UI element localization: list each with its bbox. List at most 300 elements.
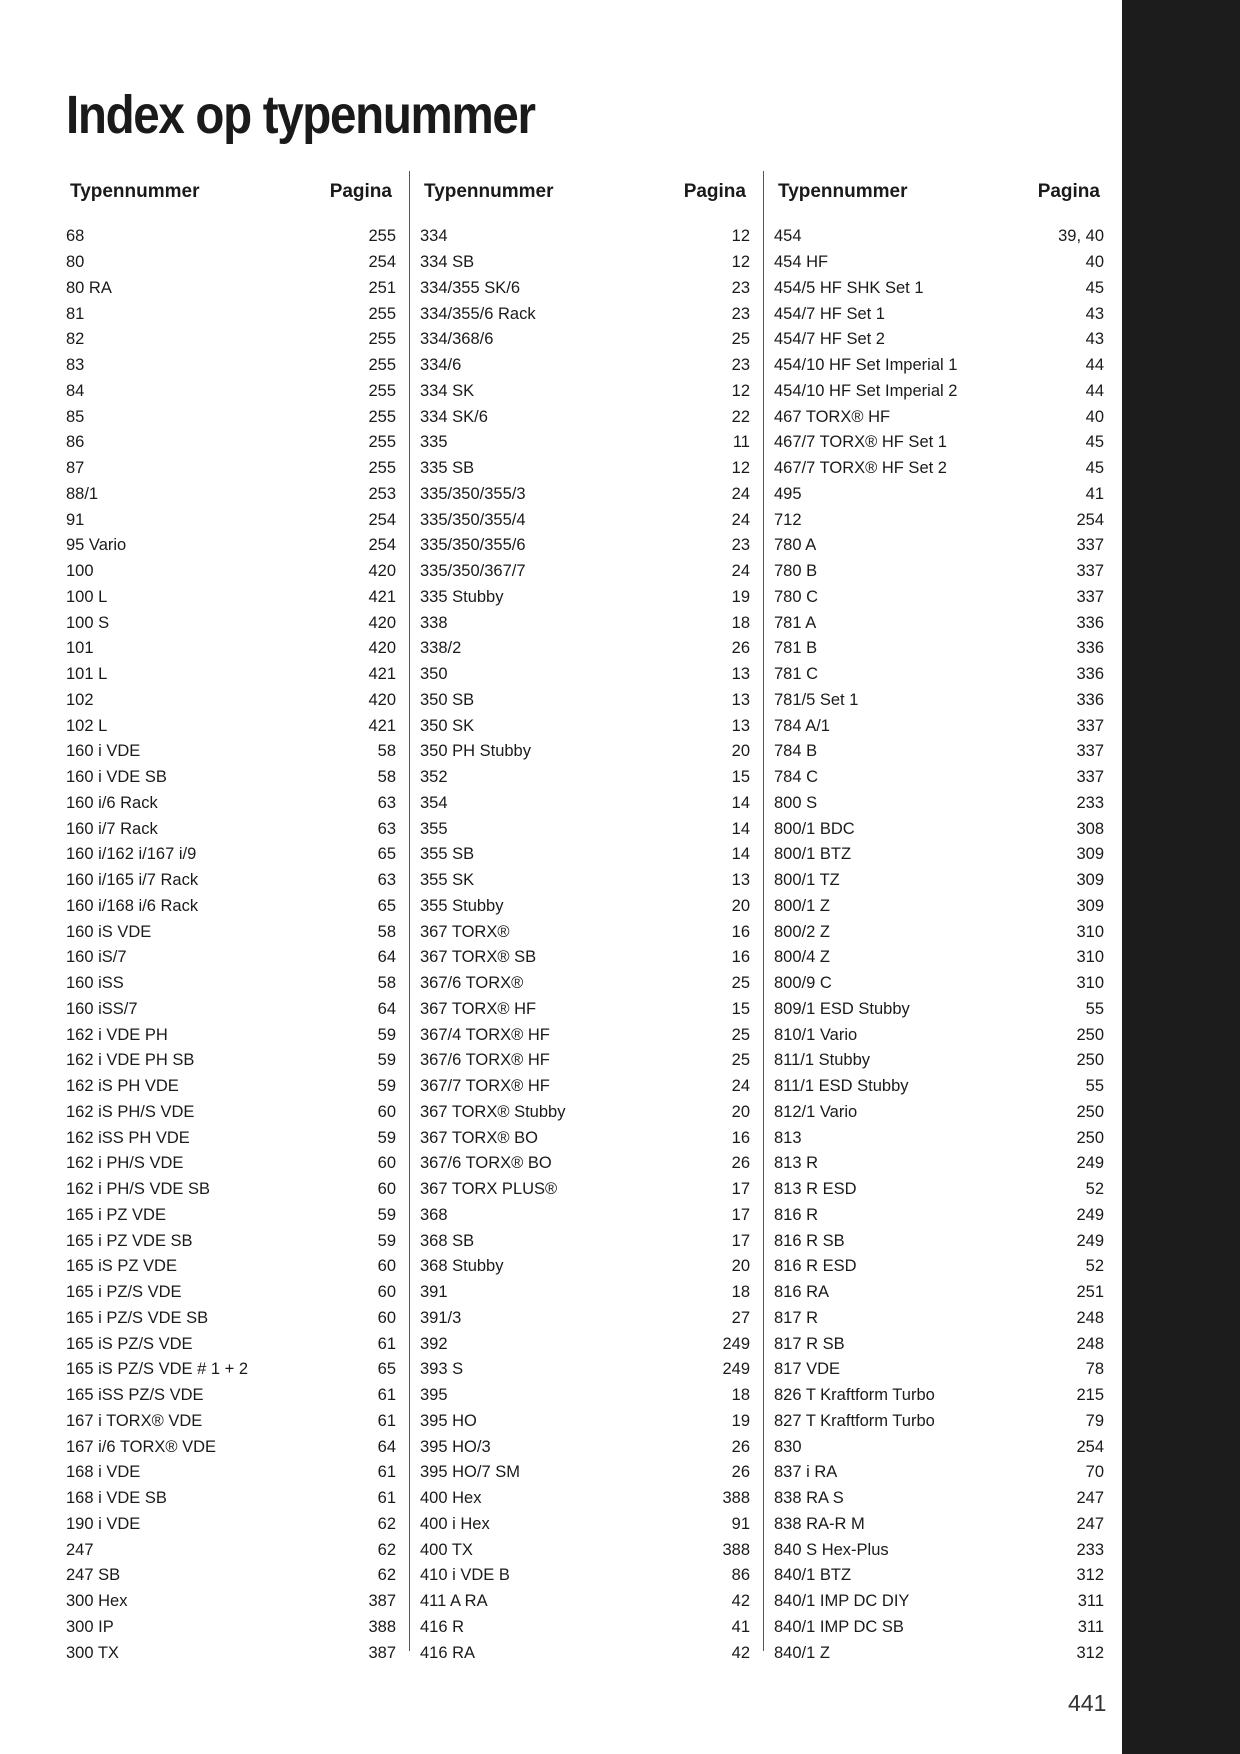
page-reference: 17 xyxy=(731,1205,750,1224)
page-reference: 249 xyxy=(1076,1154,1104,1173)
page-reference: 12 xyxy=(731,227,750,246)
page-reference: 42 xyxy=(731,1592,750,1611)
type-number: 813 R xyxy=(774,1154,819,1173)
index-row xyxy=(774,1357,1104,1383)
type-number: 495 xyxy=(774,484,802,503)
page-reference: 215 xyxy=(1076,1386,1104,1405)
index-row xyxy=(774,585,1104,611)
page-reference: 45 xyxy=(1085,459,1104,478)
index-row xyxy=(66,250,396,276)
page-reference: 61 xyxy=(377,1463,396,1482)
type-number: 300 Hex xyxy=(66,1592,128,1611)
index-row xyxy=(66,1331,396,1357)
index-row xyxy=(774,1434,1104,1460)
index-row xyxy=(66,610,396,636)
page-reference: 250 xyxy=(1076,1051,1104,1070)
index-row xyxy=(420,250,750,276)
page-reference: 60 xyxy=(377,1308,396,1327)
index-row xyxy=(66,559,396,585)
type-number: 102 xyxy=(66,690,94,709)
page-reference: 63 xyxy=(377,793,396,812)
page-reference: 25 xyxy=(731,974,750,993)
type-number: 810/1 Vario xyxy=(774,1025,858,1044)
index-row xyxy=(774,1615,1104,1641)
page-reference: 62 xyxy=(377,1514,396,1533)
page-reference: 336 xyxy=(1076,665,1104,684)
index-row xyxy=(66,919,396,945)
index-row xyxy=(774,662,1104,688)
index-row xyxy=(420,1203,750,1229)
page-reference: 254 xyxy=(1076,510,1104,529)
page-reference: 15 xyxy=(731,768,750,787)
type-number: 454 HF xyxy=(774,253,829,272)
index-row xyxy=(774,1100,1104,1126)
page-reference: 255 xyxy=(368,459,396,478)
type-number: 355 xyxy=(420,819,448,838)
index-row xyxy=(420,1254,750,1280)
header-page: Pagina xyxy=(683,181,746,202)
index-row xyxy=(420,945,750,971)
type-number: 100 S xyxy=(66,613,110,632)
index-row xyxy=(774,868,1104,894)
page-reference: 63 xyxy=(377,819,396,838)
index-row xyxy=(66,1615,396,1641)
type-number: 467/7 TORX® HF Set 2 xyxy=(774,459,947,478)
index-row xyxy=(420,1615,750,1641)
page-reference: 64 xyxy=(377,1437,396,1456)
type-number: 367 TORX® HF xyxy=(420,999,537,1018)
page-reference: 60 xyxy=(377,1154,396,1173)
type-number: 781 B xyxy=(774,639,818,658)
index-row xyxy=(66,894,396,920)
index-row xyxy=(420,224,750,250)
page-reference: 387 xyxy=(368,1592,396,1611)
index-row xyxy=(774,894,1104,920)
type-number: 454/10 HF Set Imperial 1 xyxy=(774,356,958,375)
index-row xyxy=(774,1203,1104,1229)
type-number: 300 TX xyxy=(66,1643,119,1662)
type-number: 830 xyxy=(774,1437,802,1456)
page-reference: 63 xyxy=(377,871,396,890)
index-row xyxy=(420,842,750,868)
page-reference: 23 xyxy=(731,304,750,323)
type-number: 781/5 Set 1 xyxy=(774,690,859,709)
page-reference: 19 xyxy=(731,587,750,606)
type-number: 83 xyxy=(66,356,85,375)
page-reference: 11 xyxy=(732,433,750,452)
index-row xyxy=(66,430,396,456)
index-row xyxy=(420,636,750,662)
type-number: 165 i PZ/S VDE xyxy=(66,1283,182,1302)
page-reference: 23 xyxy=(731,278,750,297)
type-number: 190 i VDE xyxy=(66,1514,141,1533)
page-reference: 255 xyxy=(368,433,396,452)
page-reference: 255 xyxy=(368,330,396,349)
type-number: 335 SB xyxy=(420,459,475,478)
index-row xyxy=(420,456,750,482)
type-number: 467/7 TORX® HF Set 1 xyxy=(774,433,947,452)
page-reference: 18 xyxy=(731,613,750,632)
index-row xyxy=(420,585,750,611)
page-reference: 254 xyxy=(368,253,396,272)
index-row xyxy=(420,1589,750,1615)
index-row xyxy=(420,1409,750,1435)
type-number: 162 i VDE PH xyxy=(66,1025,168,1044)
page-reference: 12 xyxy=(731,253,750,272)
type-number: 85 xyxy=(66,407,85,426)
page-reference: 40 xyxy=(1085,253,1104,272)
page-reference: 58 xyxy=(377,974,396,993)
page-reference: 60 xyxy=(377,1283,396,1302)
page-reference: 250 xyxy=(1076,1025,1104,1044)
page-reference: 255 xyxy=(368,356,396,375)
index-row xyxy=(66,1563,396,1589)
index-row xyxy=(66,353,396,379)
index-row xyxy=(66,224,396,250)
page-reference: 24 xyxy=(731,510,750,529)
index-row xyxy=(774,1589,1104,1615)
index-row xyxy=(420,1537,750,1563)
page-reference: 249 xyxy=(1076,1205,1104,1224)
type-number: 827 T Kraftform Turbo xyxy=(774,1411,935,1430)
index-row xyxy=(774,404,1104,430)
index-row xyxy=(774,765,1104,791)
page-reference: 27 xyxy=(731,1308,750,1327)
index-row xyxy=(420,1331,750,1357)
type-number: 813 R ESD xyxy=(774,1180,857,1199)
type-number: 800/1 TZ xyxy=(774,871,840,890)
index-row xyxy=(774,791,1104,817)
type-number: 784 B xyxy=(774,742,818,761)
page-reference: 337 xyxy=(1076,768,1104,787)
type-number: 165 iSS PZ/S VDE xyxy=(66,1386,204,1405)
page-reference: 255 xyxy=(368,381,396,400)
type-number: 454/7 HF Set 1 xyxy=(774,304,885,323)
type-number: 101 L xyxy=(66,665,108,684)
page-reference: 13 xyxy=(731,690,750,709)
index-row xyxy=(66,533,396,559)
type-number: 247 SB xyxy=(66,1566,121,1585)
type-number: 391/3 xyxy=(420,1308,462,1327)
page-reference: 59 xyxy=(377,1128,396,1147)
type-number: 81 xyxy=(66,304,85,323)
index-row xyxy=(66,1383,396,1409)
page-reference: 17 xyxy=(731,1180,750,1199)
type-number: 800 S xyxy=(774,793,818,812)
type-number: 167 i/6 TORX® VDE xyxy=(66,1437,217,1456)
index-row xyxy=(420,559,750,585)
type-number: 355 SB xyxy=(420,845,475,864)
page-reference: 26 xyxy=(731,639,750,658)
page-reference: 44 xyxy=(1085,381,1104,400)
type-number: 784 A/1 xyxy=(774,716,830,735)
type-number: 165 iS PZ VDE xyxy=(66,1257,177,1276)
index-row xyxy=(66,636,396,662)
index-row xyxy=(420,1434,750,1460)
page-reference: 312 xyxy=(1076,1566,1104,1585)
index-row xyxy=(420,662,750,688)
page-reference: 388 xyxy=(368,1617,396,1636)
index-row xyxy=(66,739,396,765)
index-row xyxy=(420,276,750,302)
type-number: 367/4 TORX® HF xyxy=(420,1025,550,1044)
page-reference: 254 xyxy=(368,536,396,555)
type-number: 335/350/355/6 xyxy=(420,536,526,555)
type-number: 160 iS/7 xyxy=(66,948,127,967)
page-reference: 43 xyxy=(1085,304,1104,323)
index-row xyxy=(66,1640,396,1666)
page-reference: 61 xyxy=(377,1411,396,1430)
type-number: 368 Stubby xyxy=(420,1257,504,1276)
page-reference: 17 xyxy=(731,1231,750,1250)
page-reference: 65 xyxy=(377,1360,396,1379)
header-type: Typennummer xyxy=(778,181,908,202)
type-number: 780 B xyxy=(774,562,818,581)
index-row xyxy=(774,430,1104,456)
type-number: 247 xyxy=(66,1540,94,1559)
index-row xyxy=(66,276,396,302)
index-row xyxy=(774,353,1104,379)
page-reference: 20 xyxy=(731,1102,750,1121)
index-row xyxy=(66,1228,396,1254)
type-number: 410 i VDE B xyxy=(420,1566,510,1585)
page-reference: 247 xyxy=(1076,1514,1104,1533)
index-row xyxy=(420,301,750,327)
page-reference: 387 xyxy=(368,1643,396,1662)
column-divider xyxy=(409,171,410,1651)
type-number: 467 TORX® HF xyxy=(774,407,891,426)
type-number: 826 T Kraftform Turbo xyxy=(774,1386,935,1405)
type-number: 160 i/6 Rack xyxy=(66,793,158,812)
column-header xyxy=(774,172,1104,212)
index-row xyxy=(66,1074,396,1100)
type-number: 817 R SB xyxy=(774,1334,845,1353)
type-number: 162 i VDE PH SB xyxy=(66,1051,195,1070)
index-row xyxy=(774,739,1104,765)
page-reference: 62 xyxy=(377,1540,396,1559)
page-reference: 309 xyxy=(1076,896,1104,915)
page-reference: 420 xyxy=(368,639,396,658)
type-number: 160 i VDE SB xyxy=(66,768,167,787)
page-reference: 60 xyxy=(377,1257,396,1276)
index-row xyxy=(774,533,1104,559)
index-row xyxy=(66,1280,396,1306)
page-reference: 250 xyxy=(1076,1128,1104,1147)
type-number: 101 xyxy=(66,639,94,658)
page-title: Index op typenummer xyxy=(66,85,535,145)
type-number: 300 IP xyxy=(66,1617,114,1636)
index-row xyxy=(66,1151,396,1177)
type-number: 395 HO/7 SM xyxy=(420,1463,520,1482)
page-reference: 233 xyxy=(1076,1540,1104,1559)
index-row xyxy=(66,404,396,430)
type-number: 68 xyxy=(66,227,85,246)
type-number: 162 iSS PH VDE xyxy=(66,1128,190,1147)
type-number: 165 i PZ/S VDE SB xyxy=(66,1308,209,1327)
page-reference: 91 xyxy=(731,1514,750,1533)
type-number: 160 i/165 i/7 Rack xyxy=(66,871,199,890)
page-reference: 336 xyxy=(1076,639,1104,658)
type-number: 165 iS PZ/S VDE xyxy=(66,1334,193,1353)
page-reference: 20 xyxy=(731,896,750,915)
type-number: 334 SK/6 xyxy=(420,407,488,426)
page-reference: 45 xyxy=(1085,433,1104,452)
page-reference: 39, 40 xyxy=(1058,227,1104,246)
type-number: 367 TORX® SB xyxy=(420,948,537,967)
index-rows xyxy=(774,224,1104,1666)
type-number: 811/1 ESD Stubby xyxy=(774,1077,909,1096)
index-row xyxy=(66,1460,396,1486)
type-number: 334/355/6 Rack xyxy=(420,304,536,323)
type-number: 780 C xyxy=(774,587,819,606)
type-number: 350 PH Stubby xyxy=(420,742,531,761)
type-number: 840/1 IMP DC DIY xyxy=(774,1592,910,1611)
type-number: 367/7 TORX® HF xyxy=(420,1077,550,1096)
index-row xyxy=(66,507,396,533)
index-row xyxy=(420,1151,750,1177)
index-row xyxy=(420,1022,750,1048)
index-row xyxy=(66,1306,396,1332)
index-row xyxy=(774,1280,1104,1306)
type-number: 367/6 TORX® xyxy=(420,974,524,993)
index-row xyxy=(66,1125,396,1151)
index-row xyxy=(774,1537,1104,1563)
page-reference: 336 xyxy=(1076,613,1104,632)
type-number: 334/368/6 xyxy=(420,330,494,349)
page-reference: 337 xyxy=(1076,536,1104,555)
header-type: Typennummer xyxy=(70,181,200,202)
index-row xyxy=(774,250,1104,276)
page-reference: 251 xyxy=(368,278,396,297)
page-reference: 233 xyxy=(1076,793,1104,812)
index-row xyxy=(420,353,750,379)
page-reference: 26 xyxy=(731,1437,750,1456)
page-reference: 14 xyxy=(731,845,750,864)
page-reference: 337 xyxy=(1076,742,1104,761)
type-number: 780 A xyxy=(774,536,817,555)
type-number: 838 RA-R M xyxy=(774,1514,865,1533)
index-row xyxy=(774,997,1104,1023)
type-number: 400 i Hex xyxy=(420,1514,490,1533)
type-number: 816 R ESD xyxy=(774,1257,857,1276)
index-row xyxy=(66,1022,396,1048)
type-number: 165 i PZ VDE xyxy=(66,1205,166,1224)
page-reference: 58 xyxy=(377,742,396,761)
page-reference: 55 xyxy=(1085,1077,1104,1096)
index-row xyxy=(774,1486,1104,1512)
index-row xyxy=(774,1563,1104,1589)
type-number: 91 xyxy=(66,510,85,529)
type-number: 800/1 BDC xyxy=(774,819,855,838)
page-reference: 44 xyxy=(1085,356,1104,375)
page-reference: 13 xyxy=(731,716,750,735)
index-row xyxy=(420,404,750,430)
type-number: 100 xyxy=(66,562,94,581)
page-reference: 255 xyxy=(368,407,396,426)
page-reference: 59 xyxy=(377,1051,396,1070)
index-row xyxy=(774,1512,1104,1538)
index-row xyxy=(66,1486,396,1512)
index-row xyxy=(420,1383,750,1409)
type-number: 355 Stubby xyxy=(420,896,504,915)
index-row xyxy=(774,688,1104,714)
index-row xyxy=(420,791,750,817)
index-row xyxy=(774,507,1104,533)
index-row xyxy=(66,1409,396,1435)
type-number: 838 RA S xyxy=(774,1489,844,1508)
index-row xyxy=(420,1640,750,1666)
page-reference: 23 xyxy=(731,536,750,555)
page-reference: 58 xyxy=(377,768,396,787)
type-number: 334/6 xyxy=(420,356,462,375)
type-number: 811/1 Stubby xyxy=(774,1051,871,1070)
page-reference: 79 xyxy=(1085,1411,1104,1430)
type-number: 454/7 HF Set 2 xyxy=(774,330,885,349)
type-number: 167 i TORX® VDE xyxy=(66,1411,203,1430)
page-reference: 310 xyxy=(1076,948,1104,967)
type-number: 400 TX xyxy=(420,1540,473,1559)
page-reference: 20 xyxy=(731,742,750,761)
type-number: 87 xyxy=(66,459,85,478)
type-number: 168 i VDE SB xyxy=(66,1489,167,1508)
type-number: 88/1 xyxy=(66,484,99,503)
index-row xyxy=(420,688,750,714)
type-number: 160 i/7 Rack xyxy=(66,819,158,838)
index-row xyxy=(420,1228,750,1254)
index-row xyxy=(420,713,750,739)
index-row xyxy=(420,1512,750,1538)
index-row xyxy=(774,971,1104,997)
index-row xyxy=(66,713,396,739)
index-row xyxy=(420,868,750,894)
type-number: 454/5 HF SHK Set 1 xyxy=(774,278,924,297)
type-number: 338/2 xyxy=(420,639,462,658)
index-row xyxy=(420,894,750,920)
index-column-3 xyxy=(774,172,1104,1666)
index-row xyxy=(66,585,396,611)
index-row xyxy=(66,1357,396,1383)
type-number: 335/350/355/4 xyxy=(420,510,526,529)
type-number: 813 xyxy=(774,1128,802,1147)
index-row xyxy=(420,1563,750,1589)
index-row xyxy=(66,327,396,353)
type-number: 160 i VDE xyxy=(66,742,141,761)
page-reference: 18 xyxy=(731,1283,750,1302)
index-row xyxy=(66,1434,396,1460)
page-reference: 420 xyxy=(368,613,396,632)
type-number: 712 xyxy=(774,510,802,529)
type-number: 355 SK xyxy=(420,871,475,890)
index-row xyxy=(66,1589,396,1615)
type-number: 816 R xyxy=(774,1205,819,1224)
type-number: 162 iS PH/S VDE xyxy=(66,1102,195,1121)
index-row xyxy=(774,1151,1104,1177)
type-number: 840/1 BTZ xyxy=(774,1566,852,1585)
index-row xyxy=(420,1125,750,1151)
page-reference: 59 xyxy=(377,1205,396,1224)
index-row xyxy=(774,1177,1104,1203)
index-row xyxy=(774,636,1104,662)
index-row xyxy=(66,1100,396,1126)
type-number: 162 iS PH VDE xyxy=(66,1077,179,1096)
index-row xyxy=(774,816,1104,842)
index-row xyxy=(420,739,750,765)
type-number: 367 TORX® Stubby xyxy=(420,1102,566,1121)
index-row xyxy=(66,456,396,482)
page-reference: 311 xyxy=(1077,1592,1104,1611)
page-reference: 16 xyxy=(731,922,750,941)
index-row xyxy=(420,1460,750,1486)
